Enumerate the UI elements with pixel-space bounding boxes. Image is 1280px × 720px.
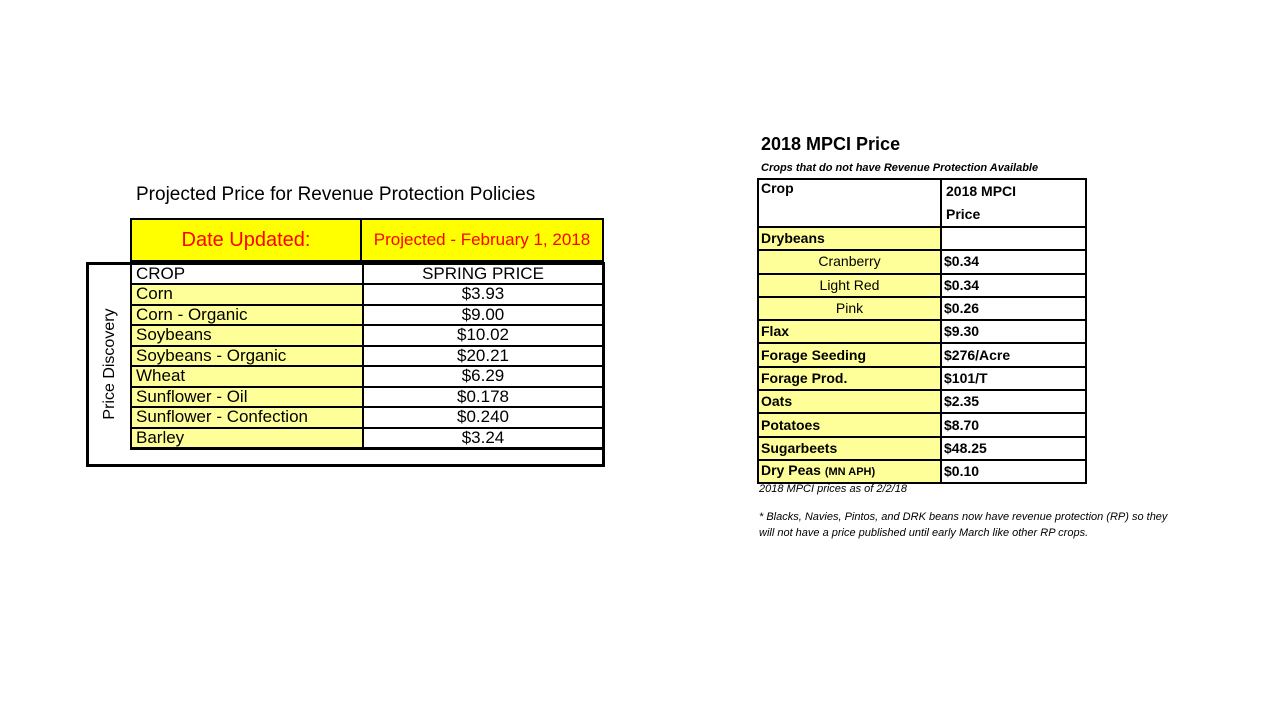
mpci-price-column-header bbox=[941, 179, 1086, 227]
price-cell: $0.34 bbox=[941, 274, 1086, 297]
table-row bbox=[758, 227, 1086, 250]
crop-cell: Drybeans bbox=[758, 227, 941, 250]
spring-price-column-header: SPRING PRICE bbox=[363, 264, 604, 285]
table-row bbox=[758, 437, 1086, 460]
crop-name: Dry Peas bbox=[761, 462, 821, 479]
rp-table-title: Projected Price for Revenue Protection Policies bbox=[136, 184, 536, 205]
crop-cell: Wheat bbox=[131, 366, 363, 387]
price-cell: $0.178 bbox=[363, 387, 604, 408]
price-cell: $9.00 bbox=[363, 305, 604, 326]
price-cell: $8.70 bbox=[941, 413, 1086, 436]
table-row bbox=[758, 343, 1086, 366]
crop-cell: Forage Prod. bbox=[758, 367, 941, 390]
mpci-price-header-line2: Price bbox=[946, 206, 981, 222]
crop-cell: Sugarbeets bbox=[758, 437, 941, 460]
price-cell: $6.29 bbox=[363, 366, 604, 387]
table-row bbox=[758, 367, 1086, 390]
crop-cell: Cranberry bbox=[758, 250, 941, 273]
mpci-price-header-line1: 2018 MPCI bbox=[946, 183, 1017, 199]
price-cell: $276/Acre bbox=[941, 343, 1086, 366]
price-cell: $0.10 bbox=[941, 460, 1086, 483]
crop-note: (MN APH) bbox=[824, 466, 876, 479]
crop-cell: Corn - Organic bbox=[131, 305, 363, 326]
crop-cell: Sunflower - Oil bbox=[131, 387, 363, 408]
table-row bbox=[131, 407, 604, 428]
table-row bbox=[131, 305, 604, 326]
price-cell: $2.35 bbox=[941, 390, 1086, 413]
price-cell: $0.26 bbox=[941, 297, 1086, 320]
crop-cell: Flax bbox=[758, 320, 941, 343]
price-cell: $3.93 bbox=[363, 284, 604, 305]
price-cell: $101/T bbox=[941, 367, 1086, 390]
crop-cell: Oats bbox=[758, 390, 941, 413]
price-cell: $48.25 bbox=[941, 437, 1086, 460]
table-row bbox=[758, 297, 1086, 320]
crop-column-header: Crop bbox=[758, 179, 941, 227]
rp-price-table bbox=[130, 262, 605, 450]
crop-column-header: CROP bbox=[131, 264, 363, 285]
price-cell: $0.240 bbox=[363, 407, 604, 428]
mpci-as-of-note: 2018 MPCI prices as of 2/2/18 bbox=[759, 483, 907, 495]
price-cell: $20.21 bbox=[363, 346, 604, 367]
crop-cell: Barley bbox=[131, 428, 363, 449]
table-row bbox=[758, 320, 1086, 343]
crop-cell: Forage Seeding bbox=[758, 343, 941, 366]
table-row bbox=[758, 250, 1086, 273]
price-cell: $9.30 bbox=[941, 320, 1086, 343]
table-row bbox=[131, 346, 604, 367]
table-row bbox=[131, 387, 604, 408]
table-row bbox=[131, 428, 604, 449]
table-row bbox=[131, 325, 604, 346]
price-discovery-label: Price Discovery bbox=[101, 308, 118, 420]
table-row bbox=[131, 366, 604, 387]
crop-cell: Pink bbox=[758, 297, 941, 320]
table-header-row bbox=[131, 264, 604, 285]
mpci-price-table bbox=[757, 178, 1087, 484]
crop-cell: Light Red bbox=[758, 274, 941, 297]
table-row bbox=[131, 284, 604, 305]
crop-cell: Corn bbox=[131, 284, 363, 305]
crop-cell: Soybeans - Organic bbox=[131, 346, 363, 367]
price-cell: $10.02 bbox=[363, 325, 604, 346]
date-updated-value: Projected - February 1, 2018 bbox=[373, 230, 591, 249]
crop-cell: Potatoes bbox=[758, 413, 941, 436]
table-row bbox=[758, 390, 1086, 413]
table-row bbox=[758, 274, 1086, 297]
price-cell: $0.34 bbox=[941, 250, 1086, 273]
mpci-table-subtitle: Crops that do not have Revenue Protection Available bbox=[761, 162, 1039, 174]
table-row bbox=[758, 460, 1086, 483]
price-cell bbox=[941, 227, 1086, 250]
date-updated-label: Date Updated: bbox=[132, 220, 362, 260]
revenue-protection-footnote: * Blacks, Navies, Pintos, and DRK beans now have revenue protection (RP) so they will not have a price published until early March like other RP crops. bbox=[759, 511, 1168, 539]
crop-cell bbox=[758, 460, 941, 483]
crop-cell: Sunflower - Confection bbox=[131, 407, 363, 428]
table-header-row bbox=[758, 179, 1086, 227]
date-updated-row bbox=[130, 218, 604, 262]
mpci-table-title: 2018 MPCI Price bbox=[761, 134, 901, 154]
table-row bbox=[758, 413, 1086, 436]
crop-cell: Soybeans bbox=[131, 325, 363, 346]
price-cell: $3.24 bbox=[363, 428, 604, 449]
